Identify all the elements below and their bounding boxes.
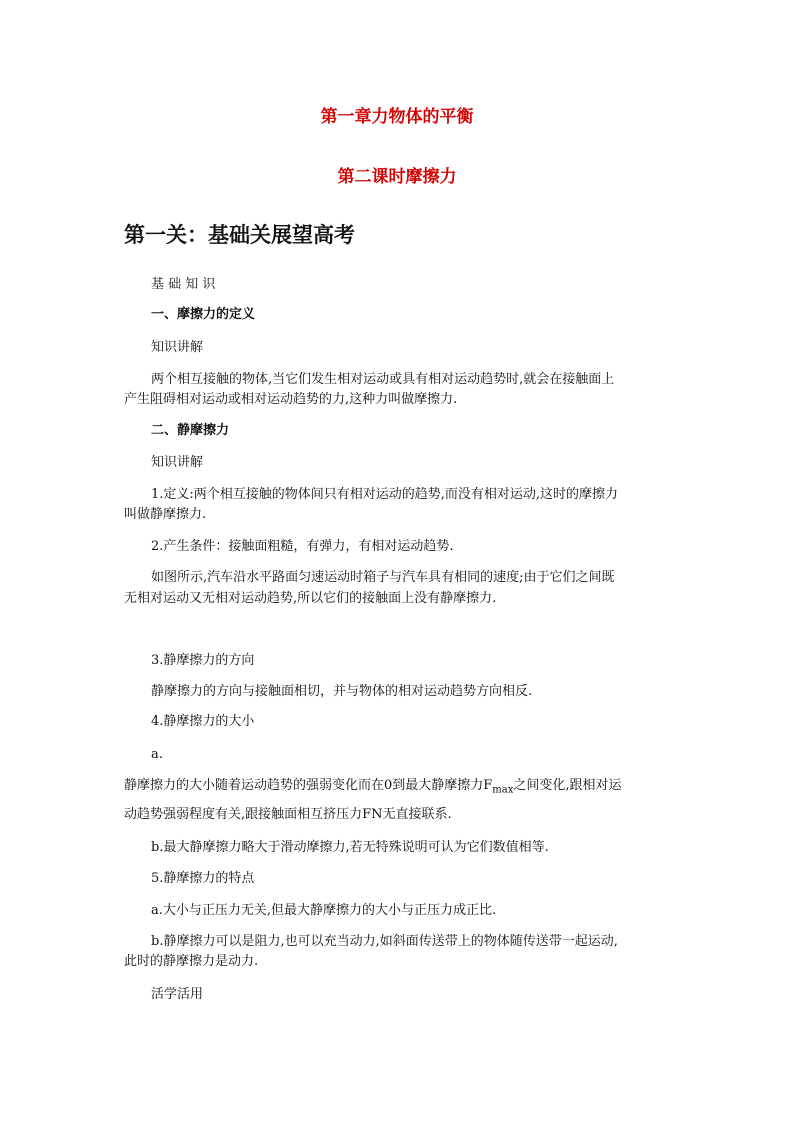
static-definition-line-1: 1.定义:两个相互接触的物体间只有相对运动的趋势,而没有相对运动,这时的摩擦力	[151, 487, 619, 502]
magnitude-a-text-part-2: 之间变化,跟相对运	[513, 778, 622, 793]
max-subscript: max	[492, 784, 514, 796]
magnitude-heading: 4.静摩擦力的大小	[151, 714, 255, 729]
conditions-text: 2.产生条件：接触面粗糙，有弹力，有相对运动趋势.	[151, 539, 454, 554]
definition-text-line-2: 产生阻碍相对运动或相对运动趋势的力,这种力叫做摩擦力.	[124, 392, 458, 407]
static-definition-line-2: 叫做静摩擦力.	[124, 507, 207, 522]
direction-text: 静摩擦力的方向与接触面相切，并与物体的相对运动趋势方向相反.	[151, 684, 533, 699]
magnitude-item-b: b.最大静摩擦力略大于滑动摩擦力,若无特殊说明可认为它们数值相等.	[151, 840, 549, 855]
basic-knowledge-label: 基 础 知 识	[151, 277, 216, 292]
magnitude-item-a-label: a.	[151, 747, 163, 762]
practice-label: 活学活用	[151, 987, 204, 1002]
features-heading: 5.静摩擦力的特点	[151, 871, 255, 886]
magnitude-item-a-line-1	[124, 777, 622, 800]
example-text-line-2: 无相对运动又无相对运动趋势,所以它们的接触面上没有静摩擦力.	[124, 591, 497, 606]
knowledge-explain-label-2: 知识讲解	[151, 455, 204, 470]
magnitude-a-text-part-1: 静摩擦力的大小随着运动趋势的强弱变化而在0到最大静摩擦力F	[124, 778, 493, 793]
definition-text-line-1: 两个相互接触的物体,当它们发生相对运动或具有相对运动趋势时,就会在接触面上	[151, 372, 615, 387]
heading-static-friction: 二、静摩擦力	[151, 423, 230, 438]
magnitude-item-a-line-2: 动趋势强弱程度有关,跟接触面相互挤压力FN无直接联系.	[124, 807, 452, 822]
lesson-title: 第二课时摩擦力	[337, 167, 457, 187]
features-item-b-line-2: 此时的静摩擦力是动力.	[124, 954, 259, 969]
heading-friction-definition: 一、摩擦力的定义	[151, 307, 256, 322]
features-item-b-line-1: b.静摩擦力可以是阻力,也可以充当动力,如斜面传送带上的物体随传送带一起运动,	[151, 934, 618, 949]
section-title: 第一关：基础关展望高考	[124, 222, 355, 247]
direction-heading: 3.静摩擦力的方向	[151, 653, 255, 668]
knowledge-explain-label-1: 知识讲解	[151, 340, 204, 355]
chapter-title: 第一章力物体的平衡	[320, 107, 474, 127]
features-item-a: a.大小与正压力无关,但最大静摩擦力的大小与正压力成正比.	[151, 903, 497, 918]
example-text-line-1: 如图所示,汽车沿水平路面匀速运动时箱子与汽车具有相同的速度;由于它们之间既	[151, 570, 615, 585]
